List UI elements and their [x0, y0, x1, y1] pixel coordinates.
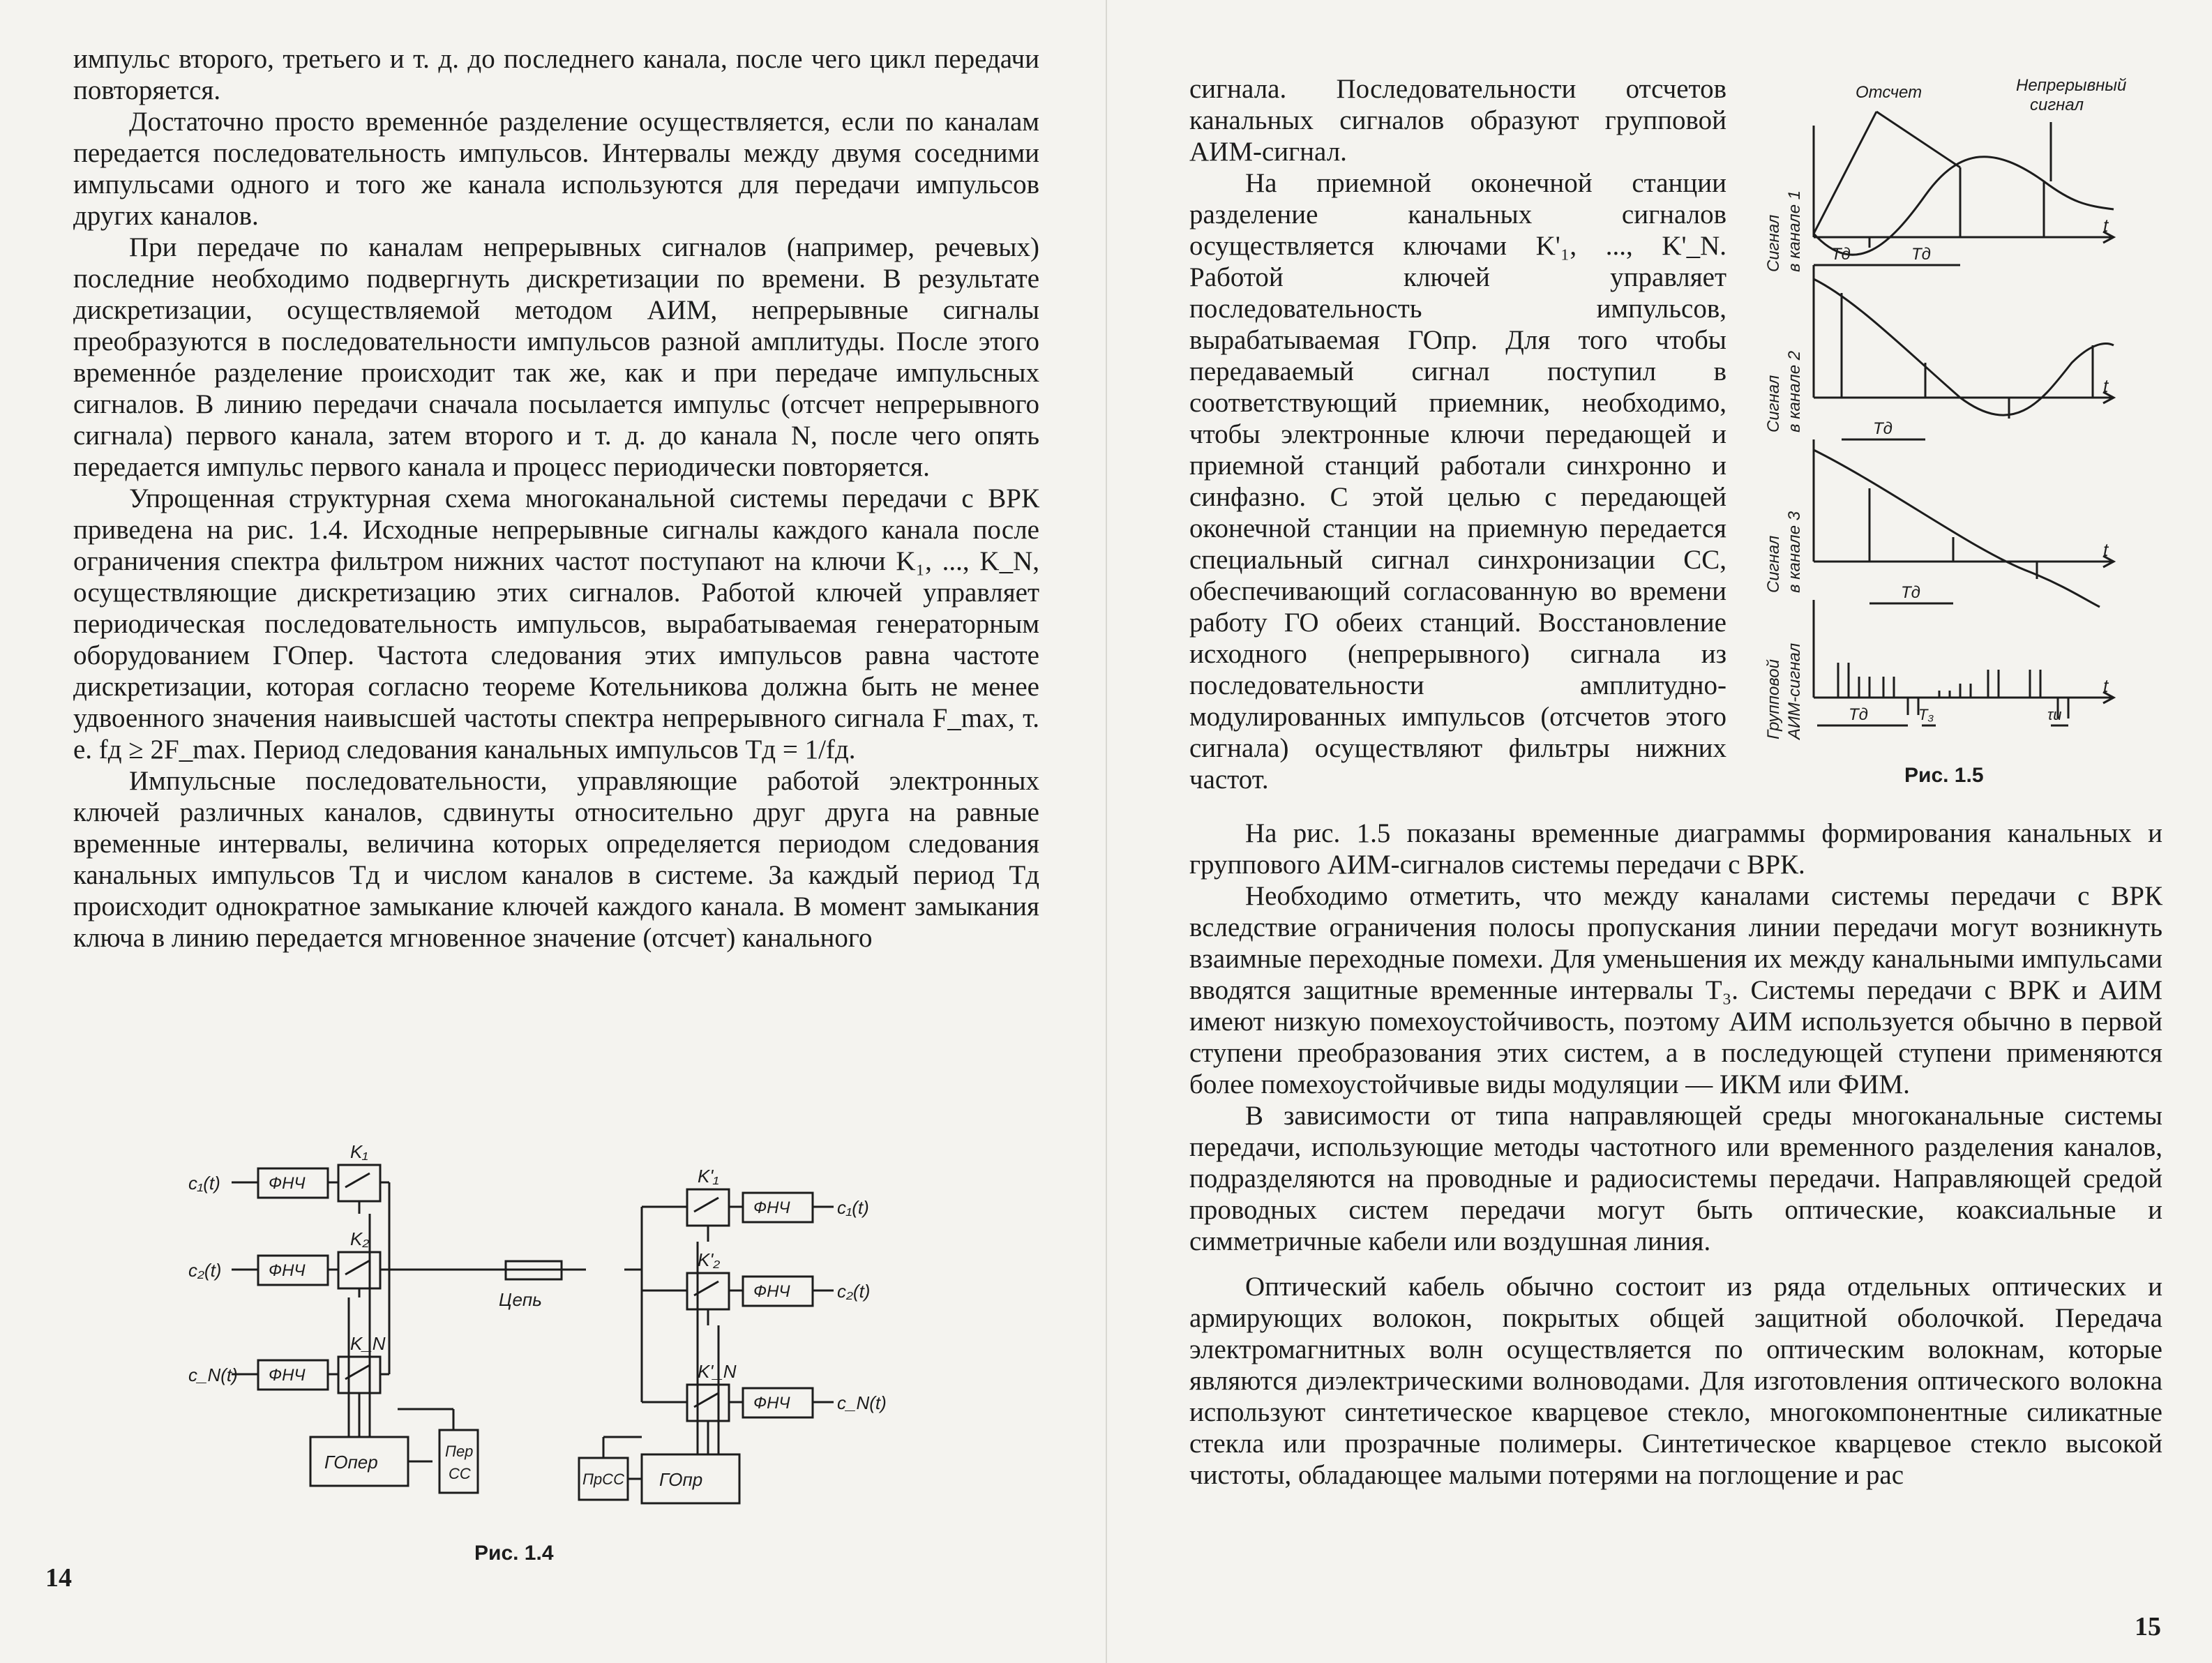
paragraph: На рис. 1.5 показаны временные диаграммы формирования канальных и группового АИМ-сигналов системы передачи с ВРК.	[1189, 818, 2162, 880]
lpf-label: ФНЧ	[753, 1282, 790, 1301]
row-label: в канале 2	[1785, 350, 1804, 432]
tx-generator-label: ГОпер	[324, 1452, 378, 1473]
paragraph: Упрощенная структурная схема многоканальной системы передачи с ВРК приведена на рис. 1.4. Исходные непрерывные сигналы каждого канала после ограничения спектра фильтром нижних частот поступают на ключи K₁, ..., K_N, осуществляющие дискретизацию этих сигналов. Работой ключей управляет периодическая последовательность импульсов, вырабатываемая генераторным оборудованием ГОпер. Частота следования этих импульсов равна частоте дискретизации, которая согласно теореме Котельникова должна быть не менее удвоенного значения наивысшей частоты спектра непрерывного сигнала F_max, т. е. fд ≥ 2F_max. Период следования канальных импульсов Tд = 1/fд.	[73, 483, 1039, 765]
rx-key-label: K'_N	[698, 1361, 737, 1382]
rx-output-label: c_N(t)	[837, 1392, 887, 1413]
page-number-left: 14	[45, 1563, 72, 1593]
tx-sync-label: Пер	[445, 1443, 474, 1460]
paragraph: Достаточно просто временнóе разделение осуществляется, если по каналам передается последовательность импульсов. Интервалы между двумя соседними импульсами одного и того же канала используются для передачи импульсов других каналов.	[73, 107, 1039, 231]
period-label: Tд	[1849, 705, 1868, 724]
lpf-label: ФНЧ	[753, 1394, 790, 1413]
tx-input-label: c_N(t)	[188, 1364, 238, 1385]
paragraph: При передаче по каналам непрерывных сигналов (например, речевых) последние необходимо подвергнуть дискретизации по времени. В результате дискретизации, осуществляемой методом АИМ, непрерывные сигналы преобразуются в последовательности импульсов разной амплитуды. После этого временнóе разделение происходит так же, как и при передаче импульсных сигналов. В линию передачи сначала посылается импульс (отсчет непрерывного сигнала) первого канала, затем второго и т. д. до канала N, после чего опять передается импульс первого канала и процесс периодически повторяется.	[73, 232, 1039, 482]
figure-1-5-timing-diagrams	[1751, 70, 2183, 767]
time-axis-label: t	[2103, 215, 2109, 236]
rx-output-label: c₁(t)	[837, 1197, 869, 1218]
tx-sync-block	[439, 1430, 478, 1493]
lpf-label: ФНЧ	[269, 1366, 306, 1385]
sample-label: Отсчет	[1856, 83, 1923, 102]
rx-key-1	[687, 1189, 729, 1226]
rx-key-label: K'₁	[698, 1166, 719, 1187]
period-label: Tд	[1911, 245, 1931, 264]
pulse-width-label: τи	[2047, 706, 2062, 723]
tx-key-n	[338, 1357, 380, 1393]
figure-1-5-caption: Рис. 1.5	[1904, 764, 1984, 787]
row-label: Групповой	[1764, 659, 1783, 739]
rx-key-2	[687, 1273, 729, 1309]
tx-key-label: K₂	[350, 1228, 370, 1249]
paragraph: сигнала. Последовательности отсчетов канальных сигналов образуют групповой АИМ-сигнал.	[1189, 74, 1726, 167]
tx-input-label: c₂(t)	[188, 1260, 222, 1281]
right-page-text-bottom	[1189, 818, 2162, 1491]
line-label: Цепь	[499, 1289, 542, 1310]
rx-generator-label: ГОпр	[659, 1469, 703, 1490]
paragraph: На приемной оконечной станции разделение канальных сигналов осуществляется ключами K'₁, ..., K'_N. Работой ключей управляет последовательность импульсов, вырабатываемая ГОпр. Для того чтобы передаваемый сигнал поступил в соответствующий приемник, необходимо, чтобы электронные ключи передающей и приемной станций работали синхронно и синфазно. С этой целью с передающей оконечной станции на приемную передается специальный сигнал синхронизации СС, обеспечивающий согласованную во времени работу ГО обеих станций. Восстановление исходного (непрерывного) сигнала из последовательности амплитудно-модулированных импульсов (отсчетов этого сигнала) осуществляют фильтры нижних частот.	[1189, 168, 1726, 795]
row-label: Сигнал	[1764, 214, 1783, 272]
lpf-label: ФНЧ	[269, 1174, 306, 1193]
row-label: в канале 3	[1785, 511, 1804, 593]
period-label: Tд	[1831, 245, 1851, 264]
rx-sync-label: ПрСС	[582, 1470, 624, 1488]
time-axis-label: t	[2103, 539, 2109, 560]
paragraph: импульс второго, третьего и т. д. до последнего канала, после чего цикл передачи повторяется.	[73, 44, 1039, 105]
guard-interval-label: T₃	[1918, 706, 1934, 723]
tx-sync-label: СС	[449, 1465, 471, 1482]
period-label: Tд	[1901, 583, 1920, 602]
rx-key-label: K'₂	[698, 1249, 721, 1270]
tx-key-1	[338, 1165, 380, 1201]
lpf-label: ФНЧ	[269, 1261, 306, 1280]
time-axis-label: t	[2103, 375, 2109, 396]
page-number-right: 15	[2135, 1612, 2161, 1641]
left-page-text	[73, 43, 1039, 954]
row-label: Сигнал	[1764, 375, 1783, 432]
right-page-text-top	[1189, 73, 1726, 795]
row-label: АИМ-сигнал	[1785, 642, 1804, 739]
rx-key-n	[687, 1385, 729, 1421]
tx-input-label: c₁(t)	[188, 1173, 220, 1194]
paragraph: Необходимо отметить, что между каналами системы передачи с ВРК вследствие ограничения полосы пропускания линии передачи могут возникнуть взаимные переходные помехи. Для уменьшения их между канальными импульсами вводятся защитные временные интервалы T₃. Системы передачи с ВРК и АИМ имеют низкую помехоустойчивость, поэтому АИМ используется обычно в первой ступени преобразования этих систем, а в последующей ступени применяются более помехоустойчивые виды модуляции — ИКМ или ФИМ.	[1189, 881, 2162, 1099]
paragraph: Оптический кабель обычно состоит из ряда отдельных оптических и армирующих волокон, покрытых общей защитной оболочкой. Передача электромагнитных волн осуществляется по оптическим волокнам, которые являются диэлектрическими волноводами. Для изготовления оптического волокна используют синтетическое кварцевое стекло, многокомпонентные силикатные стекла или прозрачные полимеры. Синтетическое кварцевое стекло высокой чистоты, обладающее малыми потерями на поглощение и рас	[1189, 1272, 2162, 1490]
rx-output-label: c₂(t)	[837, 1281, 871, 1302]
continuous-signal-label: сигнал	[2030, 96, 2084, 114]
paragraph: В зависимости от типа направляющей среды многоканальные системы передачи, использующие методы частотного или временного разделения каналов, подразделяются на проводные и радиосистемы передачи. Направляющей средой проводных систем передачи могут быть оптические, коаксиальные и симметричные кабели или воздушная линия.	[1189, 1101, 2162, 1256]
time-axis-label: t	[2103, 675, 2109, 696]
tx-key-label: K_N	[350, 1333, 386, 1354]
period-label: Tд	[1873, 419, 1893, 438]
paragraph: Импульсные последовательности, управляющие работой электронных ключей различных каналов, сдвинуты относительно друг друга на равные временные интервалы, величина которых определяется периодом следования канальных импульсов Tд и числом каналов в системе. За каждый период Tд происходит однократное замыкание ключей каждого канала. В момент замыкания ключа в линию передается мгновенное значение (отсчет) канального	[73, 766, 1039, 953]
row-label: в канале 1	[1785, 190, 1804, 272]
row-label: Сигнал	[1764, 535, 1783, 593]
figure-1-4-block-diagram	[167, 1130, 921, 1535]
tx-key-label: K₁	[350, 1141, 368, 1162]
tx-key-2	[338, 1252, 380, 1288]
page-gutter	[1106, 0, 1107, 1663]
continuous-signal-label: Непрерывный	[2016, 76, 2127, 95]
figure-1-4-caption: Рис. 1.4	[474, 1542, 554, 1565]
lpf-label: ФНЧ	[753, 1198, 790, 1217]
